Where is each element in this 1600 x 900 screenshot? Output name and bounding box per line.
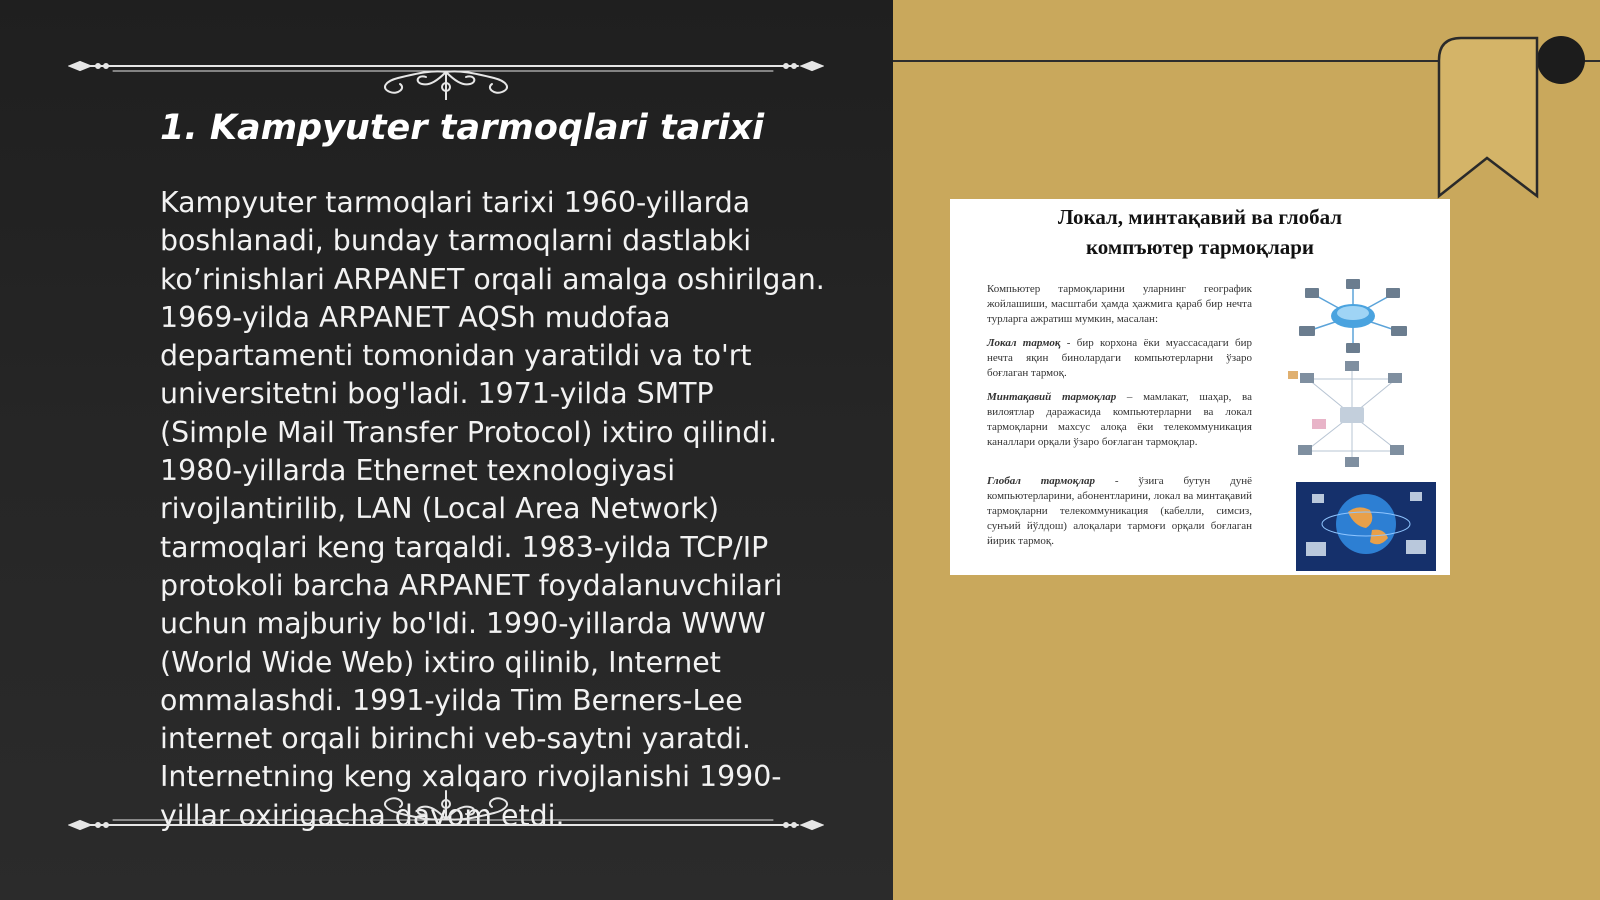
regional-network-illustration-icon	[1288, 359, 1416, 471]
slide-body-text: Kampyuter tarmoqlari tarixi 1960-yillarda boshlanadi, bunday tarmoqlarni dastlabki ko’rinishlari ARPANET orqali amalga oshirilgan. 1969-yilda ARPANET AQSh mudofaa departamenti tomonidan yaratildi va to'rt universitetni bog'ladi. 1971-yilda SMTP (Simple Mail Transfer Protocol) ixtiro qilindi. 1980-yillarda Ethernet texnologiyasi rivojlantirilib, LAN (Local Area Network) tarmoqlari keng tarqaldi. 1983-yilda TCP/IP protokoli barcha ARPANET foydalanuvchilari uchun majburiy bo'ldi. 1990-yillarda WWW (World Wide Web) ixtiro qilinib, Internet ommalashdi. 1991-yilda Tim Berners-Lee internet orqali birinchi veb-saytni yaratdi. Internetning keng xalqaro rivojlanishi 1990-yillar oxirigacha davom etdi.	[160, 186, 825, 832]
local-text: - бир корхона ёки муассасадаги бир нечта яқин бинолардаги компьютерларни ўзаро боғлаган тармоқ.	[987, 337, 1252, 379]
global-term: Глобал тармоқлар	[987, 475, 1096, 487]
card-global-paragraph	[987, 474, 1252, 549]
bottom-ornament-divider-icon	[68, 775, 824, 835]
card-title-line-2: компъютер тармоқлари	[1085, 235, 1315, 259]
networks-image-card	[950, 199, 1450, 575]
regional-term: Минтақавий тармоқлар	[987, 391, 1117, 403]
global-text: - ўзига бутун дунё компьютерларини, абонентларини, локал ва минтақавий тармоқларни телекоммуникация (кабелли, симсиз, сунъий йўлдош) алоқалари тармоғи орқали боғлаган йирик тармоқ.	[987, 475, 1252, 547]
card-title-line-1: Локал, минтақавий ва глобал	[1057, 205, 1343, 229]
regional-text: – мамлакат, шаҳар, ва вилоятлар даражасида компьютерларни ва локал тармоқларни махсус алоқа ёки телекоммуникация каналлари орқали ўзаро боғлаган тармоқлар.	[987, 391, 1252, 448]
card-intro-text: Компьютер тармоқларини уларнинг географик жойлашиши, масштаби ҳамда ҳажмига қараб бир нечта турларга ажратиш мумкин, масалан:	[987, 283, 1252, 325]
top-ornament-divider-icon	[68, 40, 824, 100]
slide-title: 1. Kampyuter tarmoqlari tarixi	[160, 108, 765, 148]
card-local-paragraph	[987, 336, 1252, 381]
global-network-globe-illustration-icon	[1296, 482, 1436, 571]
bookmark-ribbon-icon	[1437, 36, 1600, 206]
local-network-illustration-icon	[1293, 276, 1413, 356]
card-title	[950, 202, 1450, 262]
local-term: Локал тармоқ	[987, 337, 1061, 349]
card-regional-paragraph	[987, 390, 1252, 450]
